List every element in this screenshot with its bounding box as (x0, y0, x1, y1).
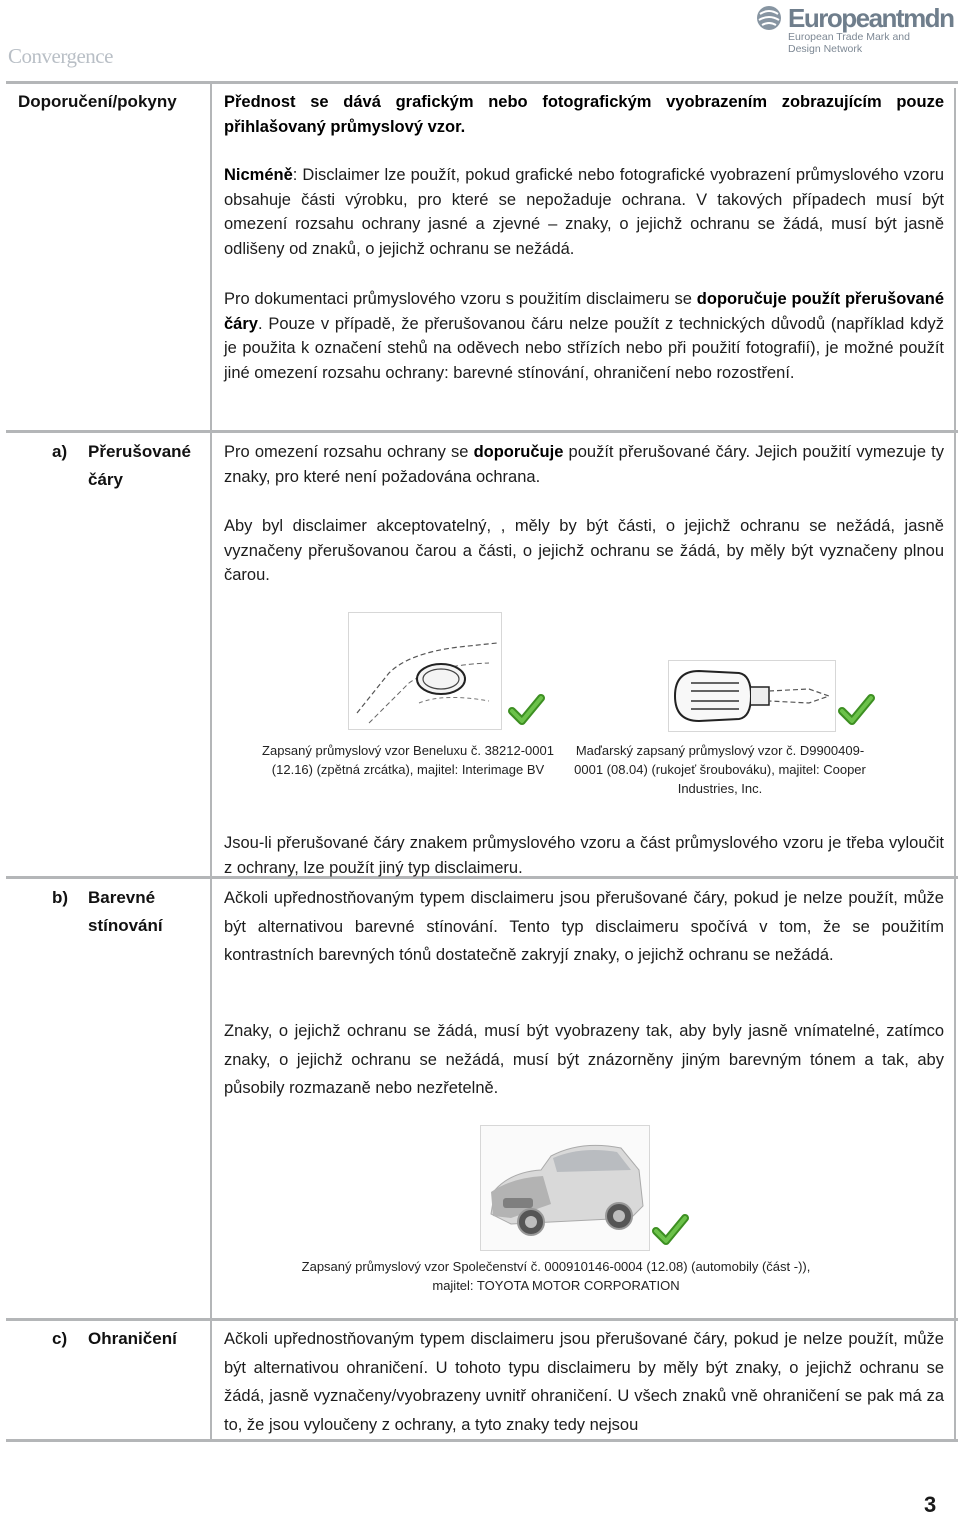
network-logo (756, 3, 956, 55)
logo-subtitle (788, 31, 910, 55)
figure-car-design (480, 1125, 650, 1251)
dashed-p1-text: použít přerušované čáry. Jejich použití vymezuje ty znaky, pro které není požadována ochrana. (224, 443, 944, 486)
logo-subtitle-line-1: European Trade Mark and (788, 31, 910, 43)
dashed-p1-emphasis: doporučuje (473, 443, 564, 461)
figure-caption-mirror: Zapsaný průmyslový vzor Beneluxu č. 38212-0001 (12.16) (zpětná zrcátka), majitel: Interimage BV (262, 743, 554, 777)
row-marker-b: b) (52, 888, 69, 907)
guidelines-p1-text: Přednost se dává grafickým nebo fotografickým vyobrazením zobrazujícím pouze přihlašovaný průmyslový vzor. (224, 93, 944, 136)
guidelines-p2-emphasis: Nicméně (224, 166, 293, 184)
guidelines-paragraph-2 (224, 163, 944, 261)
table-rule-column (210, 84, 212, 1440)
table-rule-top (6, 81, 958, 84)
guidelines-p3-lead: Pro dokumentaci průmyslového vzoru s použitím disclaimeru se (224, 290, 697, 308)
guidelines-paragraph-1 (224, 90, 944, 139)
dashed-paragraph-2: Aby byl disclaimer akceptovatelný, , měly by být části, o jejichž ochranu se nežádá, jasně vyznačeny přerušovanou čarou a části, o jejichž ochranu se žádá, by měly být vyznačeny plnou čarou. (224, 517, 944, 584)
row-label-guidelines: Doporučení/pokyny (18, 92, 177, 111)
screwdriver-drawing (669, 661, 835, 731)
shading-paragraph-1: Ačkoli upřednostňovaným typem disclaimeru jsou přerušované čáry, pokud je nelze použít, může být alternativou barevné stínování. Tento typ disclaimeru spočívá v tom, že se použitím kontrastních barevných tónů dostatečně zakryjí znaky, o jejichž ochranu se nežádá. (224, 889, 944, 964)
mirror-drawing (349, 613, 501, 729)
figure-caption-car: Zapsaný průmyslový vzor Společenství č. 000910146-0004 (12.08) (automobily (část -)), majitel: TOYOTA MOTOR CORPORATION (301, 1259, 811, 1293)
table-rule-right (954, 88, 956, 1440)
figure-mirror-design (348, 612, 502, 730)
figure-screwdriver-design (668, 660, 836, 732)
check-icon (836, 690, 876, 730)
dashed-paragraph-1 (224, 440, 944, 489)
figure-caption-screwdriver: Maďarský zapsaný průmyslový vzor č. D9900409-0001 (08.04) (rukojeť šroubováku), majitel: Cooper Industries, Inc. (574, 743, 866, 796)
row-title-dashed-lines: Přerušované čáry (88, 442, 191, 489)
row-label-colour-shading (52, 884, 203, 940)
logo-title: Europeantmdn (788, 3, 954, 33)
row-label-dashed-lines (52, 438, 203, 494)
guidelines-p2-text: : Disclaimer lze použít, pokud grafické nebo fotografické vyobrazení průmyslového vzoru obsahuje části výrobku, pro které se nepožaduje ochrana. V takových případech musí být omezení rozsahu ochrany jasné a zjevné – znaky, o jejichž ochranu se žádá, musí být jasně odlišeny od znaků, o jejichž ochranu se nežádá. (224, 166, 944, 258)
guidelines-p3-emphasis: doporučuje použít přerušované čáry (224, 290, 944, 333)
row-marker-a: a) (52, 442, 68, 461)
guidelines-p3-text: . Pouze v případě, že přerušovanou čáru nelze použít z technických důvodů (například když je použita k označení stehů na oděvech nebo střízích nebo při použití fotografií), je možné použít jiné omezení rozsahu ochrany: barevné stínování, ohraničení nebo rozostření. (224, 314, 944, 382)
globe-icon (756, 5, 782, 31)
table-rule-row-a (6, 430, 958, 433)
page-number: 3 (924, 1492, 937, 1517)
boundary-paragraph-1: Ačkoli upřednostňovaným typem disclaimeru jsou přerušované čáry, pokud je nelze použít, může být alternativou ohraničení. U tohoto typu disclaimeru by měly být znaky, o jejichž ochranu se žádá, jasně vyznačeny/vyobrazeny uvnitř ohraničení. U všech znaků vně ohraničení se pak má za to, že jsou vyloučeny z ochrany, a tyto znaky tedy nejsou (224, 1330, 944, 1434)
dashed-paragraph-3: Jsou-li přerušované čáry znakem průmyslového vzoru a část průmyslového vzoru je třeba vyloučit z ochrany, lze použít jiný typ disclaimeru. (224, 834, 944, 877)
logo-subtitle-line-2: Design Network (788, 43, 863, 55)
row-title-colour-shading: Barevné stínování (88, 888, 163, 935)
check-icon (506, 690, 546, 730)
brand-wordmark: Convergence (8, 44, 113, 68)
check-icon (650, 1210, 690, 1250)
dashed-p1-lead: Pro omezení rozsahu ochrany se (224, 443, 474, 461)
table-rule-bottom (6, 1439, 958, 1442)
row-marker-c: c) (52, 1329, 68, 1348)
row-label-boundary (52, 1325, 203, 1353)
car-photo (481, 1126, 649, 1250)
guidelines-paragraph-3 (224, 287, 944, 385)
shading-paragraph-2: Znaky, o jejichž ochranu se žádá, musí být vyobrazeny tak, aby byly jasně vnímatelné, zatímco znaky, o jejichž ochranu se nežádá, musí být znázorněny jiným barevným tónem a tak, aby působily rozmazaně nebo nezřetelně. (224, 1022, 944, 1097)
table-rule-row-c (6, 1318, 958, 1321)
row-title-boundary: Ohraničení (88, 1329, 177, 1348)
